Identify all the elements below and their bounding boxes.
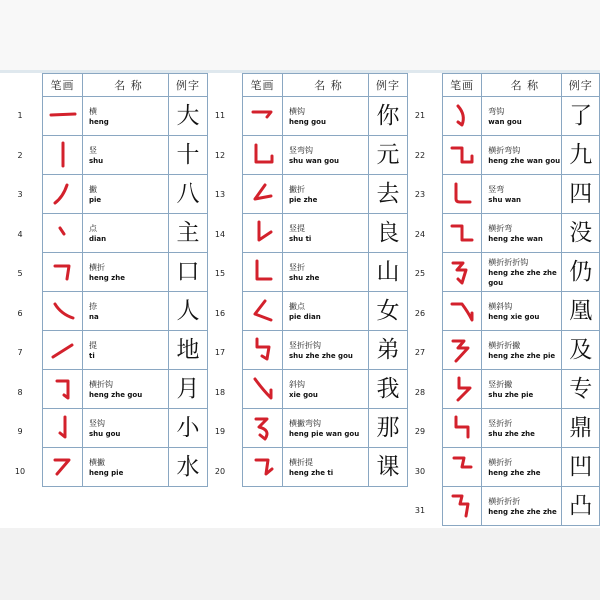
stroke-cell	[43, 292, 83, 331]
pie-dian-stroke-icon	[247, 296, 279, 326]
header-example: 例字	[562, 74, 600, 97]
table-row	[243, 370, 408, 409]
example-character: 凹	[569, 454, 593, 480]
heng-zhe-stroke-icon	[47, 257, 79, 287]
stroke-cell	[443, 487, 482, 526]
example-cell	[369, 409, 408, 448]
stroke-name: 横折提	[289, 457, 313, 467]
stroke-name: 横	[89, 106, 97, 116]
stroke-name: 竖折折	[488, 418, 513, 428]
row-number: 7	[17, 348, 23, 357]
stroke-name-cell	[83, 292, 169, 331]
heng-zhe-zhe-zhe-stroke-icon	[446, 491, 478, 521]
row-number: 2	[17, 150, 23, 160]
bottom-margin	[0, 528, 600, 600]
stroke-name-cell	[283, 448, 369, 487]
stroke-name: 横折	[89, 262, 105, 272]
stroke-cell	[443, 214, 482, 253]
stroke-pinyin: wan gou	[488, 117, 522, 126]
stroke-name: 竖折撇	[488, 379, 513, 389]
heng-gou-stroke-icon	[247, 101, 279, 131]
stroke-name: 横撇	[89, 457, 105, 467]
stroke-name-cell	[283, 370, 369, 409]
row-number: 15	[214, 269, 226, 278]
stroke-name-cell	[83, 214, 169, 253]
row-number: 9	[17, 427, 23, 436]
stroke-name: 横钩	[289, 106, 305, 116]
stroke-cell	[43, 253, 83, 292]
stroke-pinyin: shu ti	[289, 234, 312, 243]
table-row	[243, 448, 408, 487]
row-number: 18	[214, 387, 226, 397]
stroke-cell	[43, 331, 83, 370]
example-character: 八	[176, 181, 200, 207]
stroke-cell	[443, 136, 482, 175]
shu-zhe-pie-stroke-icon	[446, 374, 478, 404]
row-number: 30	[414, 466, 426, 476]
stroke-pinyin: shu wan	[488, 195, 522, 204]
table-row	[443, 97, 600, 136]
row-number: 1	[17, 111, 23, 120]
example-character: 课	[376, 454, 400, 480]
example-character: 大	[176, 103, 200, 129]
shu-zhe-zhe-stroke-icon	[446, 413, 478, 443]
stroke-name-cell	[482, 331, 562, 370]
example-cell	[562, 175, 600, 214]
example-cell	[562, 97, 600, 136]
row-number: 24	[414, 229, 426, 239]
stroke-pinyin: heng zhe zhe pie	[488, 351, 556, 360]
stroke-name-cell	[283, 331, 369, 370]
table-row	[43, 253, 208, 292]
stroke-cell	[43, 370, 83, 409]
example-character: 我	[376, 376, 400, 402]
stroke-name: 横折弯	[488, 223, 513, 233]
stroke-name-cell	[283, 409, 369, 448]
row-number: 13	[214, 190, 226, 199]
example-cell	[369, 370, 408, 409]
example-cell	[369, 97, 408, 136]
pie-zhe-stroke-icon	[247, 179, 279, 209]
example-cell	[169, 448, 208, 487]
example-character: 专	[569, 376, 593, 402]
stroke-pinyin: heng zhe gou	[89, 390, 143, 399]
stroke-name-cell	[83, 97, 169, 136]
stroke-cell	[43, 214, 83, 253]
example-character: 弟	[376, 337, 400, 363]
table-row	[443, 253, 600, 292]
stroke-cell	[243, 175, 283, 214]
table-row	[443, 370, 600, 409]
shu-zhe-zhe-gou-stroke-icon	[247, 335, 279, 365]
stroke-name: 横折折	[488, 457, 513, 467]
example-character: 去	[376, 181, 400, 207]
example-character: 仍	[569, 259, 593, 285]
example-cell	[169, 292, 208, 331]
example-cell	[169, 331, 208, 370]
header-example: 例字	[169, 74, 208, 97]
table-row	[43, 409, 208, 448]
stroke-cell	[243, 214, 283, 253]
heng-zhe-wan-stroke-icon	[446, 218, 478, 248]
example-cell	[562, 487, 600, 526]
row-number: 25	[414, 269, 426, 278]
table-row	[43, 331, 208, 370]
stroke-pinyin: heng zhe zhe zhe	[488, 507, 557, 516]
stroke-name: 竖折	[289, 262, 305, 272]
example-cell	[169, 214, 208, 253]
shu-stroke-icon	[47, 140, 79, 170]
stroke-name-cell	[83, 253, 169, 292]
stroke-cell	[443, 175, 482, 214]
example-character: 月	[176, 376, 200, 402]
row-number: 28	[414, 387, 426, 397]
table-row	[243, 175, 408, 214]
header-stroke: 笔画	[243, 74, 283, 97]
stroke-name-cell	[283, 175, 369, 214]
stroke-pinyin: heng	[89, 117, 109, 126]
table-row	[443, 292, 600, 331]
example-character: 口	[176, 259, 200, 285]
stroke-pinyin: heng zhe zhe	[488, 468, 541, 477]
table-row	[43, 136, 208, 175]
table-row	[443, 409, 600, 448]
stroke-name: 撇	[89, 184, 97, 194]
example-cell	[369, 214, 408, 253]
stroke-cell	[443, 253, 482, 292]
example-cell	[169, 409, 208, 448]
stroke-name: 横撇弯钩	[289, 418, 321, 428]
stroke-name-cell	[482, 292, 562, 331]
wan-gou-stroke-icon	[446, 101, 478, 131]
example-cell	[369, 136, 408, 175]
table-row	[43, 292, 208, 331]
stroke-name-cell	[83, 331, 169, 370]
example-cell	[562, 448, 600, 487]
stroke-name-cell	[482, 97, 562, 136]
example-cell	[369, 292, 408, 331]
stroke-name: 竖弯钩	[289, 145, 313, 155]
stroke-pinyin: na	[89, 312, 99, 321]
stroke-name: 竖折折钩	[289, 340, 321, 350]
stroke-name: 横折折折钩	[488, 257, 529, 267]
stroke-name: 点	[89, 223, 97, 233]
table-row	[443, 214, 600, 253]
example-character: 良	[376, 220, 400, 246]
example-character: 人	[176, 298, 200, 324]
stroke-name: 竖	[89, 145, 97, 155]
row-number: 14	[214, 229, 226, 239]
example-cell	[169, 175, 208, 214]
example-cell	[369, 331, 408, 370]
heng-xie-gou-stroke-icon	[446, 296, 478, 326]
stroke-pinyin: heng gou	[289, 117, 326, 126]
stroke-pinyin: shu	[89, 156, 104, 165]
stroke-pinyin: ti	[89, 351, 95, 360]
example-character: 鼎	[569, 415, 593, 441]
row-number: 6	[17, 308, 23, 318]
stroke-cell	[243, 136, 283, 175]
example-character: 地	[176, 337, 200, 363]
stroke-name: 提	[89, 340, 97, 350]
stroke-name-cell	[83, 175, 169, 214]
stroke-name-cell	[83, 136, 169, 175]
row-number: 27	[414, 348, 426, 357]
stroke-pinyin: xie gou	[289, 390, 318, 399]
stroke-pinyin: shu zhe zhe gou	[289, 351, 353, 360]
stroke-name: 竖弯	[488, 184, 505, 194]
stroke-pinyin: pie	[89, 195, 102, 204]
table-row	[443, 331, 600, 370]
example-character: 凰	[569, 298, 593, 324]
stroke-pinyin: shu zhe zhe	[488, 429, 535, 438]
example-cell	[169, 97, 208, 136]
stroke-pinyin: heng zhe	[89, 273, 125, 282]
row-number: 16	[214, 308, 226, 318]
row-number: 3	[17, 190, 23, 199]
table-row	[43, 370, 208, 409]
stroke-name: 横折弯钩	[488, 145, 521, 155]
example-cell	[562, 214, 600, 253]
stroke-name-cell	[283, 136, 369, 175]
example-character: 九	[569, 142, 593, 168]
table-row	[243, 136, 408, 175]
stroke-pinyin: heng xie gou	[488, 312, 540, 321]
table-row	[443, 175, 600, 214]
stroke-pinyin: shu wan gou	[289, 156, 339, 165]
stroke-cell	[443, 409, 482, 448]
heng-zhe-wan-gou-stroke-icon	[446, 140, 478, 170]
header-example: 例字	[369, 74, 408, 97]
table-row	[43, 97, 208, 136]
stroke-pinyin: heng pie	[89, 468, 124, 477]
row-number: 4	[17, 229, 23, 239]
row-number: 11	[214, 111, 226, 120]
example-cell	[562, 292, 600, 331]
example-cell	[369, 175, 408, 214]
stroke-cell	[443, 370, 482, 409]
row-number: 17	[214, 348, 226, 357]
table-row	[243, 97, 408, 136]
stroke-cell	[243, 97, 283, 136]
example-character: 那	[376, 415, 400, 441]
row-number: 5	[17, 269, 23, 278]
example-character: 主	[176, 220, 200, 246]
table-row	[43, 448, 208, 487]
stroke-name: 撇折	[289, 184, 305, 194]
example-character: 山	[376, 259, 400, 285]
table-row	[243, 214, 408, 253]
row-number: 23	[414, 190, 426, 199]
stroke-name: 竖提	[289, 223, 305, 233]
example-character: 十	[176, 142, 200, 168]
heng-zhe-zhe-stroke-icon	[446, 452, 478, 482]
stroke-name-cell	[83, 370, 169, 409]
row-number: 31	[414, 506, 426, 515]
example-cell	[562, 253, 600, 292]
example-cell	[562, 331, 600, 370]
stroke-pinyin: heng zhe zhe zhe gou	[488, 268, 557, 287]
stroke-name: 横斜钩	[488, 301, 513, 311]
heng-zhe-ti-stroke-icon	[247, 452, 279, 482]
stroke-name-cell	[283, 97, 369, 136]
example-character: 小	[176, 415, 200, 441]
stroke-pinyin: heng zhe wan	[488, 234, 543, 243]
strokes-table-section-1	[42, 73, 208, 487]
stroke-name-cell	[83, 409, 169, 448]
shu-gou-stroke-icon	[47, 413, 79, 443]
header-name: 名 称	[482, 74, 562, 97]
stroke-name-cell	[83, 448, 169, 487]
stroke-cell	[443, 97, 482, 136]
stroke-name-cell	[283, 214, 369, 253]
stroke-cell	[43, 97, 83, 136]
table-row	[443, 448, 600, 487]
stroke-name: 弯钩	[488, 106, 505, 116]
stroke-pinyin: shu gou	[89, 429, 121, 438]
stroke-name-cell	[482, 448, 562, 487]
example-cell	[562, 136, 600, 175]
table-row	[243, 409, 408, 448]
stroke-pinyin: pie dian	[289, 312, 321, 321]
na-stroke-icon	[47, 296, 79, 326]
stroke-cell	[43, 409, 83, 448]
example-character: 女	[376, 298, 400, 324]
shu-zhe-stroke-icon	[247, 257, 279, 287]
strokes-table-section-2	[242, 73, 408, 487]
stroke-name: 捺	[89, 301, 97, 311]
row-number: 26	[414, 308, 426, 318]
stroke-cell	[243, 409, 283, 448]
row-number: 19	[214, 427, 226, 436]
stroke-pinyin: pie zhe	[289, 195, 318, 204]
row-number: 8	[17, 387, 23, 397]
stroke-name-cell	[283, 253, 369, 292]
stroke-pinyin: dian	[89, 234, 107, 243]
stroke-pinyin: heng pie wan gou	[289, 429, 360, 438]
strokes-table-section-3	[442, 73, 600, 526]
stroke-name: 横折折折	[488, 496, 521, 506]
example-cell	[562, 370, 600, 409]
stroke-name-cell	[482, 487, 562, 526]
table-row	[443, 487, 600, 526]
example-character: 及	[569, 337, 593, 363]
top-margin	[0, 0, 600, 70]
stroke-name: 斜钩	[289, 379, 305, 389]
stroke-cell	[243, 448, 283, 487]
stroke-cell	[43, 136, 83, 175]
row-number: 22	[414, 150, 426, 160]
stroke-pinyin: shu zhe pie	[488, 390, 534, 399]
stroke-cell	[443, 331, 482, 370]
heng-stroke-icon	[47, 101, 79, 131]
example-cell	[369, 253, 408, 292]
stroke-name: 竖钩	[89, 418, 105, 428]
example-cell	[169, 136, 208, 175]
example-character: 凸	[569, 493, 593, 519]
heng-pie-wan-gou-stroke-icon	[247, 413, 279, 443]
table-row	[243, 253, 408, 292]
header-stroke: 笔画	[43, 74, 83, 97]
stroke-cell	[443, 292, 482, 331]
heng-zhe-gou-stroke-icon	[47, 374, 79, 404]
stroke-name: 横折折撇	[488, 340, 521, 350]
stroke-name: 横折钩	[89, 379, 113, 389]
example-character: 元	[376, 142, 400, 168]
shu-ti-stroke-icon	[247, 218, 279, 248]
row-number: 29	[414, 427, 426, 436]
example-character: 没	[569, 220, 593, 246]
strokes-chart-sheet	[0, 73, 600, 528]
shu-wan-stroke-icon	[446, 179, 478, 209]
stroke-pinyin: heng zhe wan gou	[488, 156, 561, 165]
example-cell	[169, 370, 208, 409]
stroke-name-cell	[482, 214, 562, 253]
example-cell	[169, 253, 208, 292]
header-stroke: 笔画	[443, 74, 482, 97]
row-number: 21	[414, 111, 426, 120]
row-number: 20	[214, 466, 226, 476]
example-character: 四	[569, 181, 593, 207]
example-character: 了	[569, 103, 593, 129]
dian-stroke-icon	[47, 218, 79, 248]
row-number: 10	[14, 466, 26, 476]
stroke-name: 撇点	[289, 301, 305, 311]
heng-pie-stroke-icon	[47, 452, 79, 482]
stroke-cell	[43, 175, 83, 214]
header-name: 名 称	[283, 74, 369, 97]
stroke-pinyin: heng zhe ti	[289, 468, 334, 477]
example-character: 水	[176, 454, 200, 480]
stroke-cell	[243, 370, 283, 409]
heng-zhe-zhe-zhe-gou-stroke-icon	[446, 257, 478, 287]
stroke-name-cell	[482, 253, 562, 292]
stroke-pinyin: shu zhe	[289, 273, 320, 282]
stroke-cell	[243, 331, 283, 370]
example-cell	[369, 448, 408, 487]
stroke-cell	[243, 253, 283, 292]
stroke-name-cell	[482, 409, 562, 448]
stroke-cell	[243, 292, 283, 331]
table-row	[443, 136, 600, 175]
example-character: 你	[376, 103, 400, 129]
header-name: 名 称	[83, 74, 169, 97]
xie-gou-stroke-icon	[247, 374, 279, 404]
pie-stroke-icon	[47, 179, 79, 209]
stroke-cell	[443, 448, 482, 487]
stroke-name-cell	[482, 370, 562, 409]
heng-zhe-zhe-pie-stroke-icon	[446, 335, 478, 365]
table-row	[43, 214, 208, 253]
table-row	[243, 292, 408, 331]
stroke-name-cell	[482, 136, 562, 175]
stroke-cell	[43, 448, 83, 487]
ti-stroke-icon	[47, 335, 79, 365]
stroke-name-cell	[283, 292, 369, 331]
table-row	[243, 331, 408, 370]
stroke-name-cell	[482, 175, 562, 214]
table-row	[43, 175, 208, 214]
row-number: 12	[214, 150, 226, 160]
example-cell	[562, 409, 600, 448]
shu-wan-gou-stroke-icon	[247, 140, 279, 170]
